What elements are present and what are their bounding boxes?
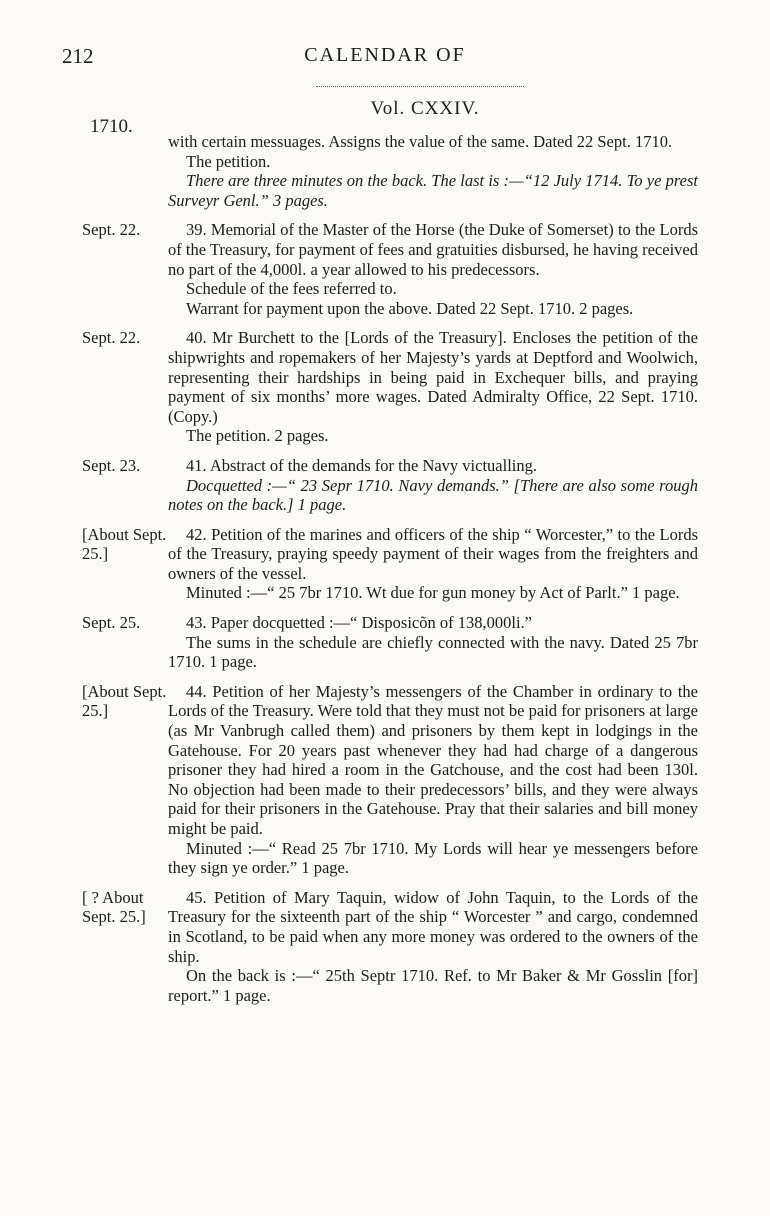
entry-text: 41. Abstract of the demands for the Navy victualling. — [186, 455, 537, 475]
entry-text: Warrant for payment upon the above. Dated 22 Sept. 1710. 2 pages. — [186, 298, 634, 318]
entry-date: Sept. 22. — [82, 220, 141, 240]
entry-note: Docquetted :—“ 23 Sepr 1710. Navy demands.” [There are also some rough notes on the back.] 1 page. — [168, 475, 698, 515]
entry-text: The petition. 2 pages. — [186, 426, 329, 446]
entry-42 — [0, 525, 770, 603]
calendar-content — [0, 132, 770, 1005]
entry-date: [About Sept. 25.] — [82, 681, 167, 721]
entry-date: [About Sept. 25.] — [82, 524, 167, 564]
entry-text: 42. Petition of the marines and officers of the ship “ Worcester,” to the Lords of the Treasury, praying speedy payment of their wages from the freighters and owners of the vessel. — [168, 524, 698, 583]
entry-date: Sept. 25. — [82, 613, 141, 633]
entry-45 — [0, 888, 770, 1006]
entry-text: with certain messuages. Assigns the value of the same. Dated 22 Sept. 1710. — [168, 132, 673, 151]
entry-text: The petition. — [186, 151, 271, 171]
entry-continuation — [0, 132, 770, 210]
entry-text: 43. Paper docquetted :—“ Disposicõn of 138,000li.” — [186, 613, 532, 633]
entry-date: Sept. 22. — [82, 328, 141, 348]
volume-heading: Vol. CXXIV. — [370, 98, 480, 119]
entry-text: 45. Petition of Mary Taquin, widow of John Taquin, to the Lords of the Treasury for the sixteenth part of the ship “ Worcester ” and cargo, condemned in Scotland, to be paid when any more money was ordered to the owners of the ship. — [168, 887, 698, 966]
entry-note: Minuted :—“ Read 25 7br 1710. My Lords will hear ye messengers before they sign ye order.” 1 page. — [168, 838, 698, 878]
entry-note: Minuted :—“ 25 7br 1710. Wt due for gun money by Act of Parlt.” 1 page. — [186, 583, 680, 603]
year-margin: 1710. — [90, 116, 133, 137]
entry-39 — [0, 220, 770, 318]
entry-note: On the back is :—“ 25th Septr 1710. Ref. to Mr Baker & Mr Gosslin [for] report.” 1 page. — [168, 966, 698, 1005]
entry-date: Sept. 23. — [82, 455, 141, 475]
header-rule — [316, 86, 524, 87]
entry-text: 39. Memorial of the Master of the Horse (the Duke of Somerset) to the Lords of the Treasury, for payment of fees and gratuities disbursed, he having received no part of the 4,000l. a year allowed to his predecessors. — [168, 220, 698, 279]
entry-41 — [0, 456, 770, 515]
entry-43 — [0, 613, 770, 672]
page-header — [0, 44, 770, 74]
entry-40 — [0, 328, 770, 446]
running-title: CALENDAR OF — [304, 44, 466, 66]
entry-date: [ ? About Sept. 25.] — [82, 887, 146, 927]
entry-text: Schedule of the fees referred to. — [186, 279, 397, 299]
entry-note: There are three minutes on the back. The last is :—“12 July 1714. To ye prest Surveyr Genl.” 3 pages. — [168, 171, 698, 210]
entry-text: 40. Mr Burchett to the [Lords of the Treasury]. Encloses the petition of the shipwrights and ropemakers of her Majesty’s yards at Deptford and Woolwich, representing their hardships in being paid in Exchequer bills, and praying payment of six months’ more wages. Dated Admiralty Office, 22 Sept. 1710. (Copy.) — [168, 328, 698, 426]
page-number: 212 — [62, 44, 94, 68]
entry-text: 44. Petition of her Majesty’s messengers of the Chamber in ordinary to the Lords of the Treasury. Were told that they must not be paid for prisoners at large (as Mr Vanbrugh called them) and prisoners by them kept in lodgings in the Gatehouse. For 20 years past whenever they had had charge of a dangerous prisoner they had hired a room in the Gatchouse, and the cost had been 130l. No objection had been made to their predecessors’ bills, and they were always paid for their prisoners in the Gatehouse. Pray that their salaries and bill money might be paid. — [168, 681, 698, 838]
entry-44 — [0, 682, 770, 878]
entry-text: The sums in the schedule are chiefly connected with the navy. Dated 25 7br 1710. 1 page. — [168, 632, 698, 672]
